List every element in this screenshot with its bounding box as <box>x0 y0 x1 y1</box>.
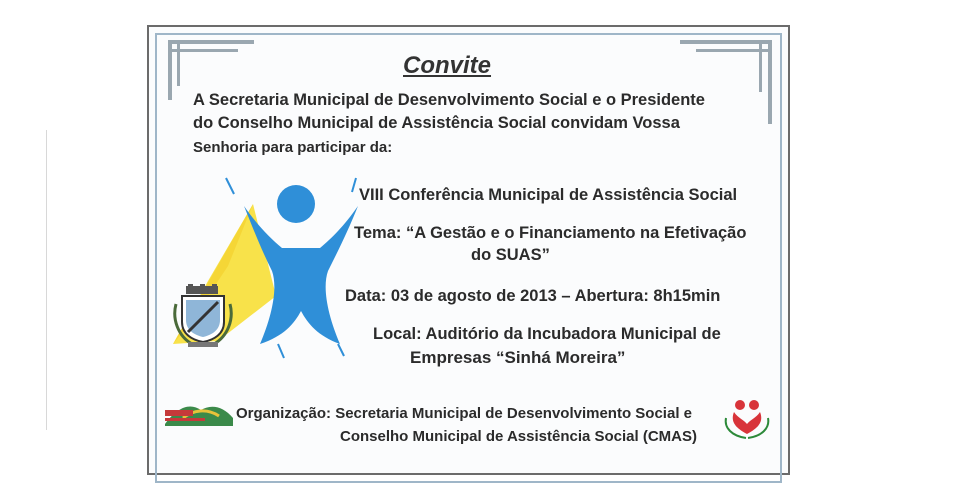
place-line-2: Empresas “Sinhá Moreira” <box>410 348 626 367</box>
secretaria-logo-icon <box>163 398 235 430</box>
date-line: Data: 03 de agosto de 2013 – Abertura: 8h15min <box>345 287 721 305</box>
invitation-title: Convite <box>403 52 492 79</box>
intro-line-2: do Conselho Municipal de Assistência Social convidam Vossa <box>193 114 680 132</box>
intro-line-1: A Secretaria Municipal de Desenvolvimento Social e o Presidente <box>193 91 705 109</box>
organization-line-2: Conselho Municipal de Assistência Social (CMAS) <box>340 428 698 445</box>
theme-line-2: do SUAS” <box>471 246 550 264</box>
conference-name: VIII Conferência Municipal de Assistência Social <box>359 186 738 204</box>
intro-line-3: Senhoria para participar da: <box>193 139 393 156</box>
scan-artifact-line <box>46 130 47 430</box>
theme-line-1: Tema: “A Gestão e o Financiamento na Efetivação <box>354 224 747 242</box>
cmas-logo-icon <box>720 396 772 440</box>
coat-of-arms-icon <box>172 284 234 348</box>
organization-line-1: Organização: Secretaria Municipal de Desenvolvimento Social e <box>236 405 692 422</box>
place-line-1: Local: Auditório da Incubadora Municipal de <box>373 325 721 343</box>
